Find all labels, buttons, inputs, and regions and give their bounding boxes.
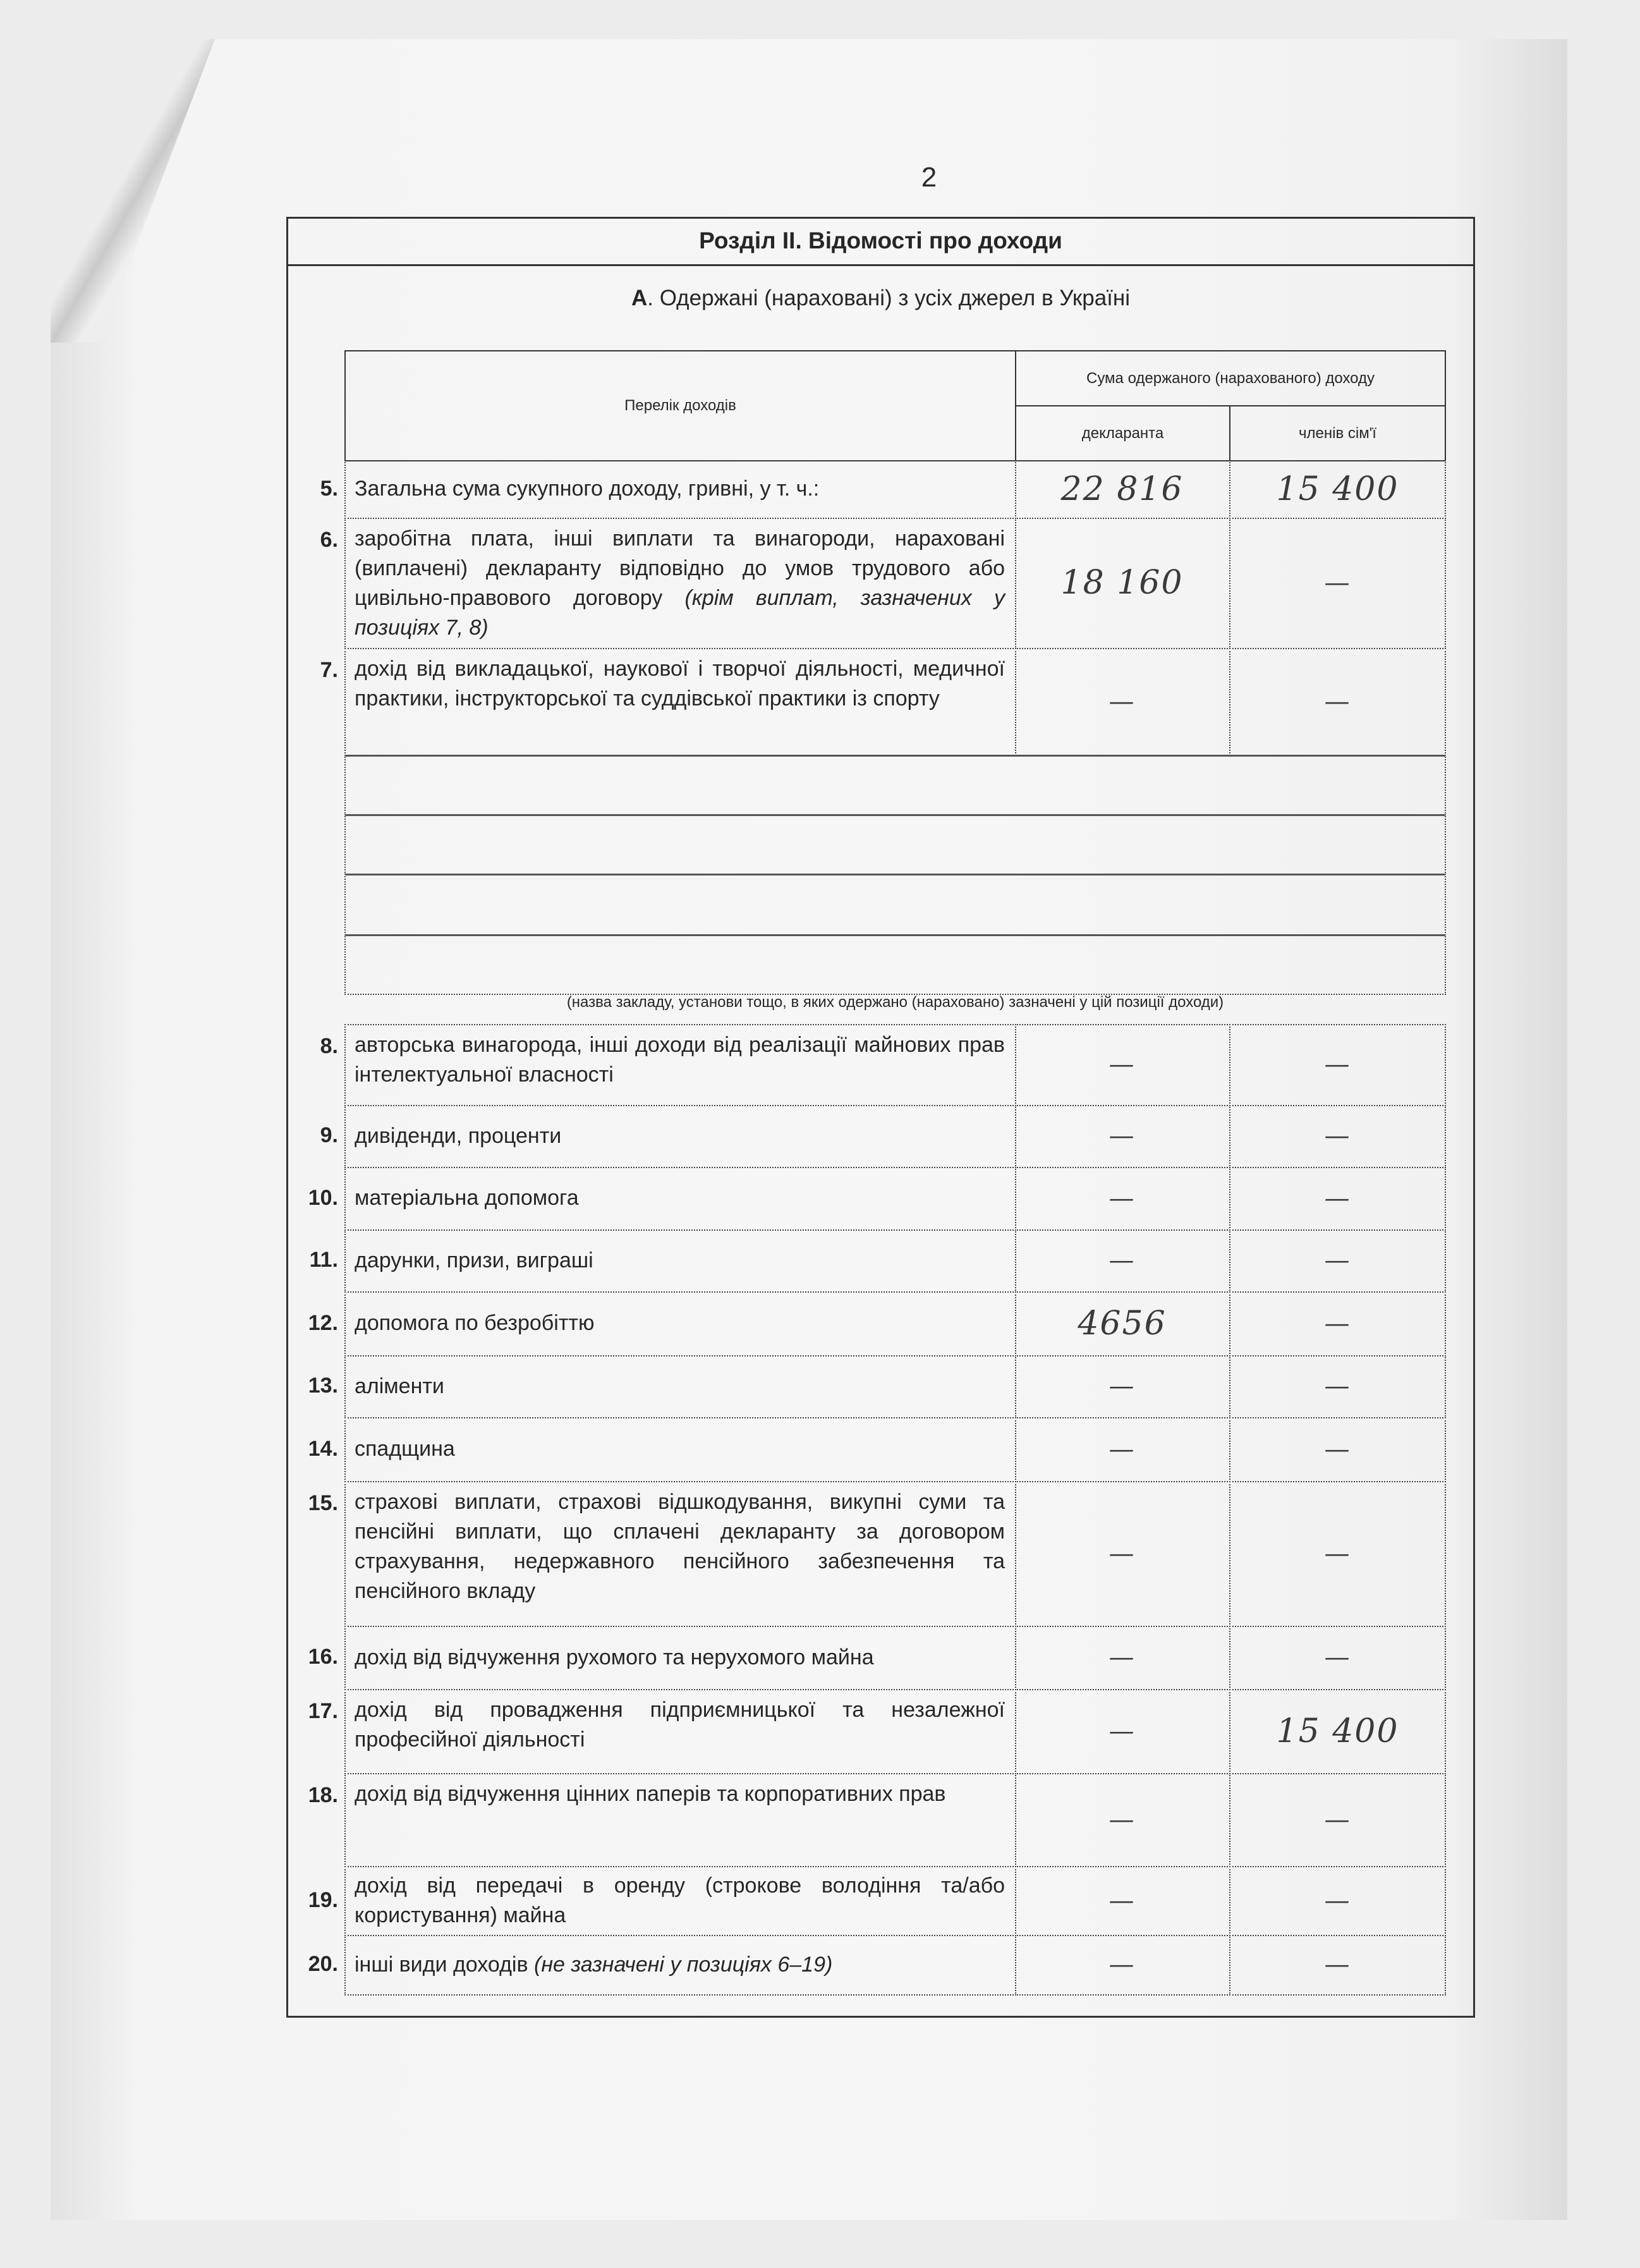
declarant-value: 4656 [1078, 1304, 1167, 1343]
section-title-text: Розділ II. Відомості про доходи [699, 227, 1062, 253]
row-number: 17. [308, 1699, 338, 1723]
header-income-list [344, 350, 1016, 461]
row-description-content [355, 474, 819, 504]
row-description [344, 460, 1015, 518]
declarant-value: 22 816 [1060, 470, 1184, 508]
institution-line [344, 755, 1446, 815]
declarant-value: — [1109, 686, 1136, 716]
row-description [344, 1229, 1015, 1291]
declarant-value: — [1109, 1121, 1136, 1150]
row-description-text: дохід від передачі в оренду (строкове володіння та/або користування) майна [355, 1873, 1005, 1927]
row-number: 18. [308, 1783, 338, 1807]
row-description-content [355, 1782, 946, 1806]
row-description [344, 1935, 1015, 1994]
row-number: 7. [320, 658, 338, 682]
family-value: — [1324, 1183, 1351, 1213]
row-description-content [355, 1950, 832, 1980]
family-value: — [1324, 1246, 1351, 1275]
declarant-value: — [1109, 1434, 1136, 1464]
declarant-value: — [1109, 1050, 1136, 1079]
row-description-text: спадщина [355, 1437, 455, 1461]
declarant-value: — [1109, 1950, 1136, 1979]
row-number: 14. [308, 1436, 338, 1461]
row-description [344, 524, 1015, 648]
declarant-value: 18 160 [1060, 564, 1184, 602]
row-description [344, 1866, 1015, 1935]
row-description-text: дохід від викладацької, наукової і творчої діяльності, медичної практики, інструкторської та суддівської практики із спорту [355, 657, 1005, 710]
row-description-content [355, 1121, 561, 1151]
declarant-value: — [1109, 1805, 1136, 1834]
subsection-title [286, 286, 1475, 311]
row-number: 11. [309, 1248, 338, 1272]
row-number: 15. [308, 1491, 338, 1515]
row-number: 19. [308, 1887, 338, 1912]
declarant-value: — [1109, 1716, 1136, 1746]
row-description-content [355, 1871, 1005, 1930]
row-description [344, 1417, 1015, 1481]
family-value: — [1324, 1950, 1351, 1979]
declarant-value: — [1109, 1886, 1136, 1915]
family-value: — [1324, 1372, 1351, 1401]
family-value: — [1324, 1434, 1351, 1464]
row-number: 12. [308, 1310, 338, 1335]
row-description [344, 1030, 1015, 1105]
header-income-sum [1015, 350, 1446, 406]
row-description [344, 1626, 1015, 1689]
row-description-text: дохід від відчуження цінних паперів та корпоративних прав [355, 1782, 946, 1806]
row-description-text: Загальна сума сукупного доходу, гривні, у т. ч.: [355, 477, 820, 501]
row-description-italic: (не зазначені у позиціях 6–19) [534, 1952, 833, 1977]
header-family [1229, 405, 1446, 461]
family-value: 15 400 [1276, 470, 1399, 508]
row-description-text: допомога по безробіттю [355, 1311, 595, 1335]
row-description [344, 1105, 1015, 1167]
row-number: 16. [308, 1645, 338, 1669]
row-description-content [355, 1490, 1005, 1603]
declarant-value: — [1109, 1372, 1136, 1401]
family-value: — [1324, 568, 1351, 597]
row-description-text: інші види доходів [355, 1952, 534, 1977]
header-income-sum-label: Сума одержаного (нарахованого) доходу [1086, 369, 1375, 387]
subsection-letter: А [631, 286, 648, 310]
institution-line [344, 934, 1446, 995]
row-description-content [355, 1372, 444, 1401]
row-description-text: дохід від відчуження рухомого та нерухомого майна [355, 1645, 874, 1669]
row-description [344, 1487, 1015, 1626]
row-description [344, 654, 1015, 755]
institution-line [344, 814, 1446, 875]
family-value: — [1324, 1805, 1351, 1834]
row-description-text: авторська винагорода, інші доходи від реалізації майнових прав інтелектуальної власності [355, 1033, 1005, 1087]
declarant-value: — [1109, 1643, 1136, 1672]
header-declarant-label: декларанта [1081, 424, 1164, 442]
row-description-content [355, 1033, 1005, 1087]
family-value: — [1324, 1539, 1351, 1568]
row-description-content [355, 1434, 455, 1464]
header-income-list-label: Перелік доходів [624, 397, 736, 414]
row-description [344, 1695, 1015, 1773]
row-description [344, 1291, 1015, 1355]
row-description-text: страхові виплати, страхові відшкодування, викупні суми та пенсійні виплати, що сплачені декларанту за договором страхування, недержавного пенсійного забезпечення та пенсійного вкладу [355, 1490, 1005, 1603]
family-value: — [1324, 1121, 1351, 1150]
row-description-text: дивіденди, проценти [355, 1123, 562, 1148]
header-declarant [1015, 405, 1230, 461]
page-number: 2 [921, 162, 937, 193]
row-description-text: дарунки, призи, виграші [355, 1248, 593, 1272]
row-description-content [355, 657, 1005, 710]
row-number: 9. [320, 1123, 338, 1147]
row-description-content [355, 1246, 593, 1276]
family-value: — [1324, 1886, 1351, 1915]
family-value: — [1324, 1050, 1351, 1079]
section-title [286, 217, 1475, 266]
row-number: 20. [308, 1952, 338, 1976]
row-number: 5. [320, 476, 338, 501]
row-description-text: дохід від провадження підприємницької та незалежної професійної діяльності [355, 1698, 1005, 1752]
folded-corner [51, 39, 215, 343]
family-value: 15 400 [1276, 1712, 1399, 1750]
row-description-text: матеріальна допомога [355, 1186, 579, 1210]
row-description [344, 1779, 1015, 1866]
declarant-value: — [1109, 1246, 1136, 1275]
family-value: — [1324, 1643, 1351, 1672]
row-description [344, 1167, 1015, 1229]
row-description-text: аліменти [355, 1374, 444, 1398]
family-value: — [1324, 686, 1351, 716]
declarant-value: — [1109, 1183, 1136, 1213]
row-number: 10. [308, 1185, 338, 1210]
row-number: 8. [320, 1034, 338, 1058]
row-description-content [355, 1643, 874, 1673]
header-family-label: членів сім'ї [1299, 424, 1376, 442]
row-description-content [355, 1183, 579, 1213]
family-value: — [1324, 1308, 1351, 1338]
row-description-content [355, 1698, 1005, 1752]
institution-caption: (назва закладу, установи тощо, в яких одержано (нараховано) зазначені у цій позиції доходи) [566, 994, 1224, 1011]
row-description-italic: (крім виплат, зазначених у позиціях 7, 8) [355, 586, 1005, 640]
row-number: 13. [308, 1374, 338, 1398]
row-description-content [355, 527, 1005, 640]
row-number: 6. [320, 528, 338, 552]
row-description-text: заробітна плата, інші виплати та винагороди, нараховані (виплачені) декларанту відповідно до умов трудового або цивільно-правового договору [355, 527, 1005, 610]
institution-line [344, 874, 1446, 936]
row-description [344, 1355, 1015, 1417]
subsection-text: . Одержані (нараховані) з усіх джерел в Україні [647, 286, 1130, 310]
declarant-value: — [1109, 1539, 1136, 1568]
row-description-content [355, 1308, 594, 1338]
